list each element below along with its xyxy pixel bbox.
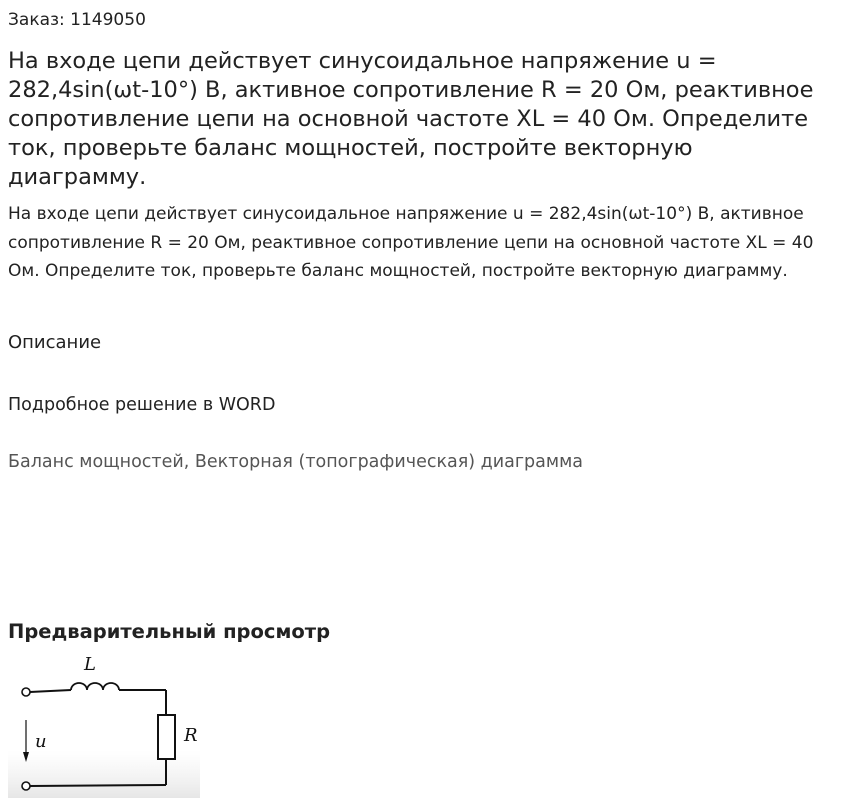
input-terminal-bottom xyxy=(22,782,30,790)
circuit-diagram xyxy=(8,652,200,798)
task-title: На входе цепи действует синусоидальное напряжение u = 282,4sin(ωt-10°) В, активное сопротивление R = 20 Ом, реактивное сопротивление цепи на основной частоте XL = 40 Ом. Определите ток, проверьте баланс мощностей, постройте векторную диаграмму. xyxy=(8,48,814,190)
order-number: Заказ: 1149050 xyxy=(8,10,146,30)
resistor-label: R xyxy=(184,725,198,746)
inductor-symbol xyxy=(71,683,119,690)
wire-bottom xyxy=(30,785,166,786)
inductor-label: L xyxy=(84,654,96,675)
wire-top-left xyxy=(30,690,71,692)
description-section-label: Описание xyxy=(8,332,102,353)
preview-image[interactable] xyxy=(8,652,200,798)
voltage-label: u xyxy=(35,731,47,752)
input-terminal-top xyxy=(22,688,30,696)
solution-format-text: Подробное решение в WORD xyxy=(8,395,276,415)
task-description: На входе цепи действует синусоидальное напряжение u = 282,4sin(ωt-10°) В, активное сопротивление R = 20 Ом, реактивное сопротивление цепи на основной частоте XL = 40 Ом. Определите ток, проверьте баланс мощностей, постройте векторную диаграмму. xyxy=(8,204,814,281)
resistor-symbol xyxy=(158,715,175,759)
preview-heading: Предварительный просмотр xyxy=(8,620,331,643)
tags-text: Баланс мощностей, Векторная (топографическая) диаграмма xyxy=(8,452,584,472)
